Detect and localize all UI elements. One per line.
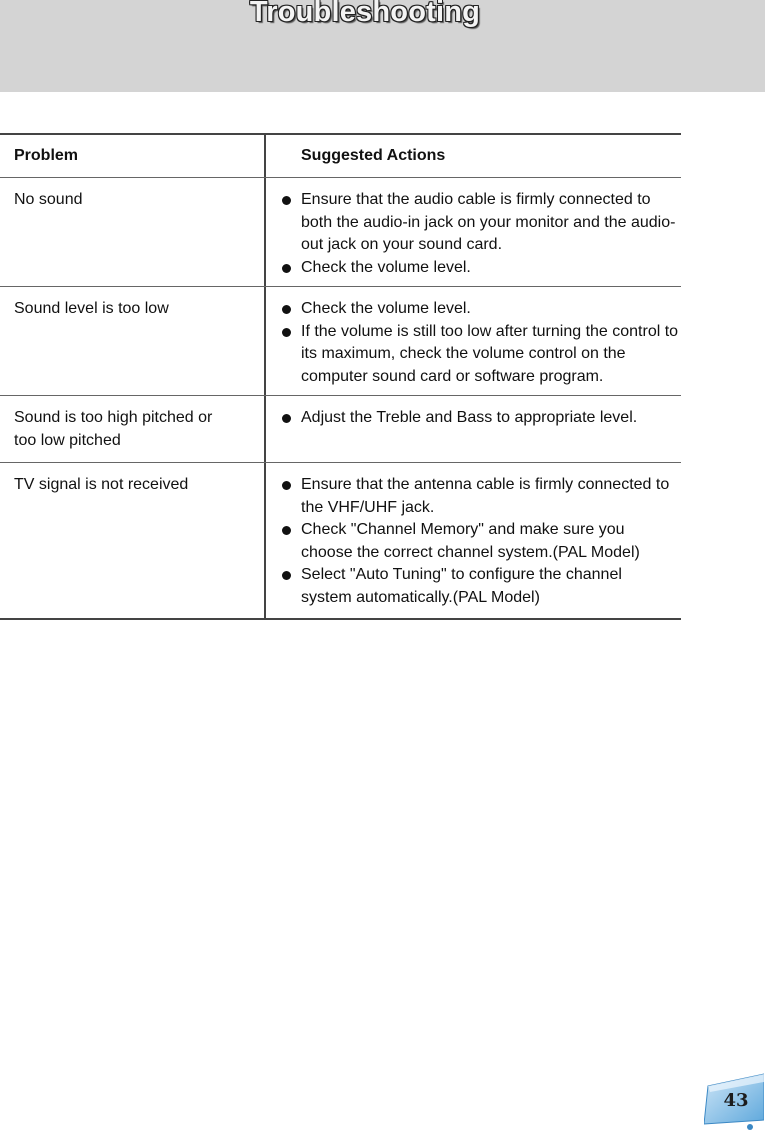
problem-line: Sound level is too low	[14, 300, 169, 317]
action-line: Ensure that the audio cable is firmly connected to	[301, 191, 651, 208]
bullet-icon	[282, 414, 291, 423]
problem-line: Sound is too high pitched or	[14, 409, 213, 426]
bullet-icon	[282, 305, 291, 314]
actions-cell	[266, 178, 681, 286]
action-line: choose the correct channel system.(PAL Model)	[301, 543, 640, 561]
table-row	[0, 178, 681, 287]
column-header-problem: Problem	[0, 135, 266, 177]
page-title: Troubleshooting	[249, 0, 481, 28]
troubleshooting-table	[0, 133, 681, 620]
actions-cell	[266, 463, 681, 618]
column-header-actions: Suggested Actions	[301, 147, 446, 164]
table-row	[0, 287, 681, 396]
action-item	[301, 564, 679, 609]
page-number: 43	[723, 1090, 749, 1111]
table-row	[0, 396, 681, 463]
action-line: computer sound card or software program.	[301, 367, 604, 385]
problem-line: too low pitched	[14, 431, 121, 449]
action-item	[301, 321, 679, 389]
problem-cell	[0, 396, 266, 462]
action-line: Ensure that the antenna cable is firmly connected to	[301, 476, 670, 493]
action-item	[301, 519, 679, 564]
table-header-row	[0, 135, 681, 178]
action-line: Adjust the Treble and Bass to appropriate level.	[301, 409, 638, 426]
action-line: system automatically.(PAL Model)	[301, 588, 540, 606]
action-item	[301, 298, 679, 321]
action-line: Check "Channel Memory" and make sure you	[301, 521, 625, 538]
header-band	[0, 0, 765, 92]
problem-cell	[0, 287, 266, 395]
action-line: Select "Auto Tuning" to configure the channel	[301, 566, 622, 583]
problem-cell	[0, 178, 266, 286]
bullet-icon	[282, 328, 291, 337]
problem-line: TV signal is not received	[14, 476, 189, 493]
table-row	[0, 463, 681, 620]
actions-cell	[266, 396, 681, 462]
action-line: If the volume is still too low after turning the control to	[301, 322, 679, 340]
bullet-icon	[282, 264, 291, 273]
action-line: the VHF/UHF jack.	[301, 498, 435, 516]
action-item	[301, 257, 679, 280]
action-item	[301, 474, 679, 519]
action-line: both the audio-in jack on your monitor and the audio-	[301, 213, 676, 231]
action-line: out jack on your sound card.	[301, 236, 503, 253]
bullet-icon	[282, 481, 291, 490]
actions-cell	[266, 287, 681, 395]
action-line: Check the volume level.	[301, 300, 471, 317]
problem-line: No sound	[14, 191, 83, 208]
action-item	[301, 407, 679, 430]
bullet-icon	[282, 196, 291, 205]
action-line: its maximum, check the volume control on the	[301, 345, 626, 362]
bullet-icon	[282, 571, 291, 580]
bullet-icon	[282, 526, 291, 535]
problem-cell	[0, 463, 266, 618]
action-item	[301, 189, 679, 257]
action-line: Check the volume level.	[301, 258, 471, 276]
